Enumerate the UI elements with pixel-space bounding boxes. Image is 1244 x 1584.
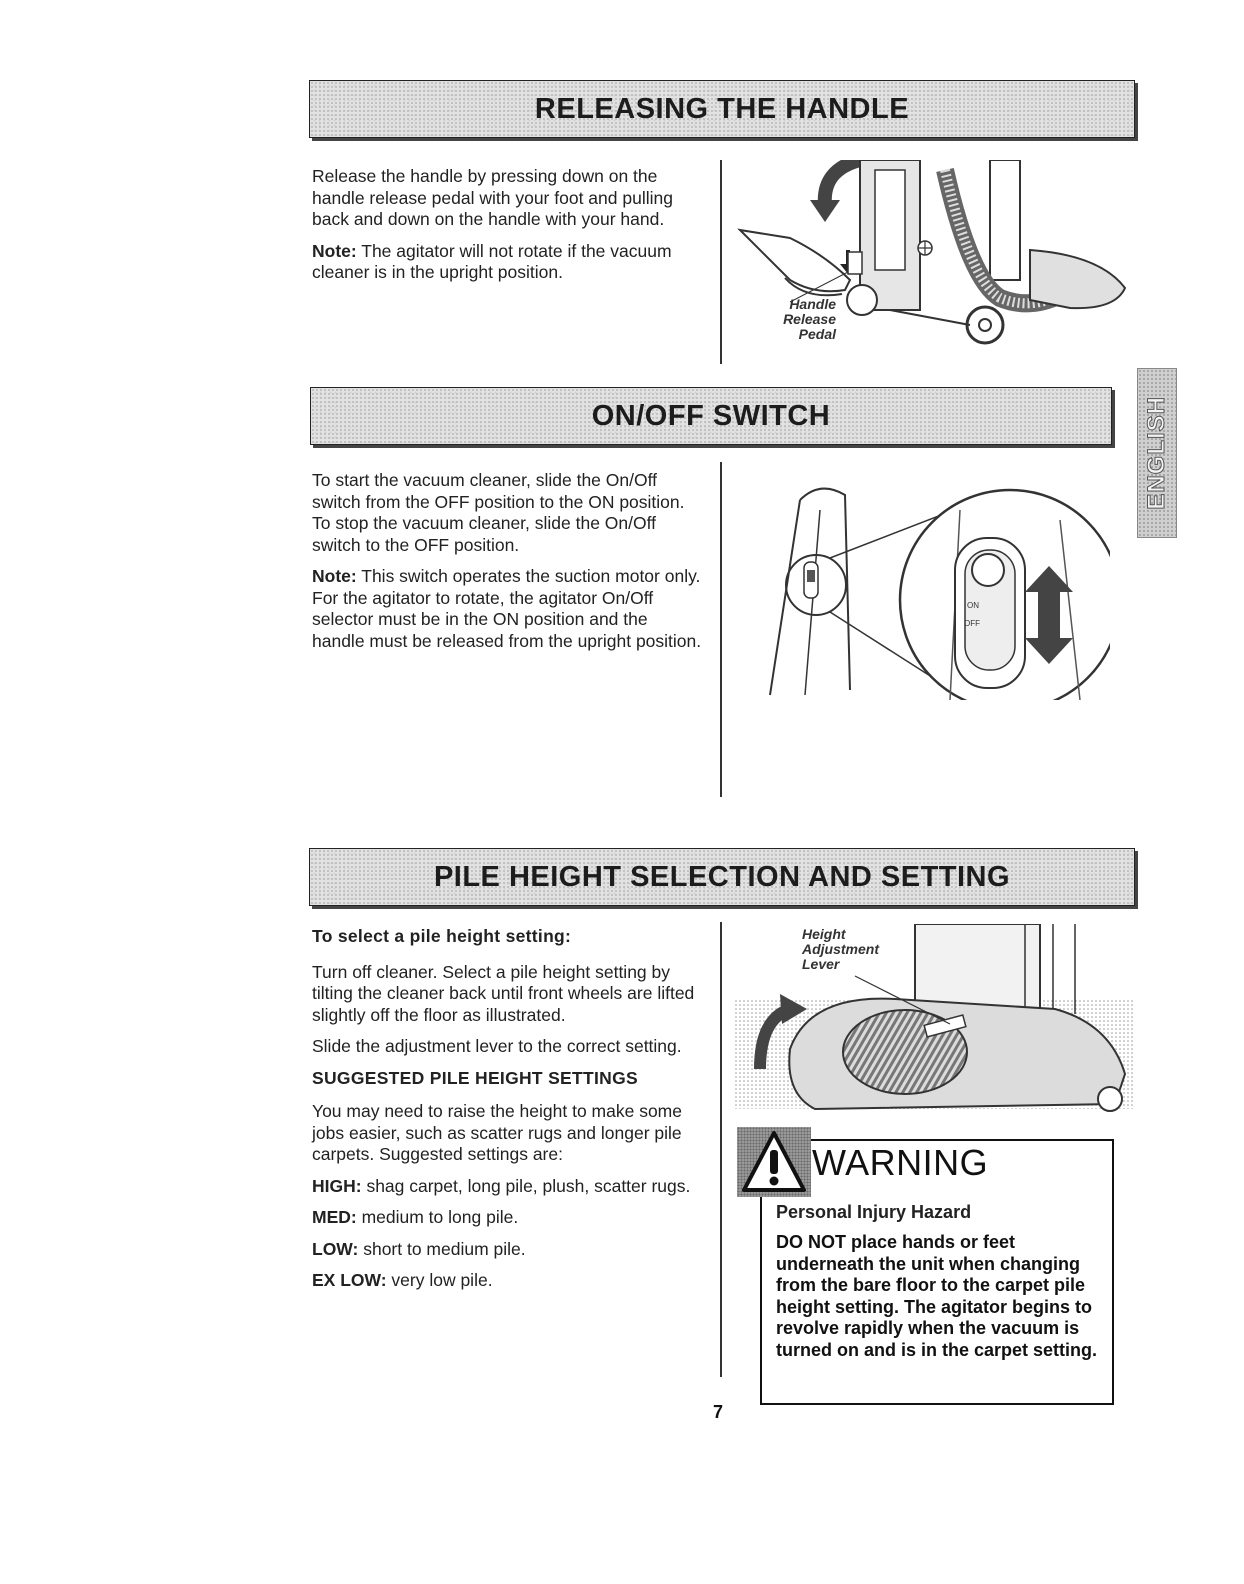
pile-height-subhead: To select a pile height setting: [312, 926, 572, 946]
paragraph: Slide the adjustment lever to the correct setting. [312, 1036, 682, 1056]
height-adjustment-illustration [735, 924, 1135, 1114]
section-title: ON/OFF SWITCH [591, 399, 831, 432]
handle-release-caption [776, 297, 836, 342]
column-divider [720, 922, 722, 1377]
caption-line: Adjustment [802, 941, 879, 957]
setting-item [312, 1176, 702, 1198]
section-banner-releasing-handle [309, 80, 1135, 138]
column-divider [720, 160, 722, 364]
paragraph: You may need to raise the height to make some jobs easier, such as scatter rugs and longer pile carpets. Suggested settings are: [312, 1101, 682, 1164]
setting-label: EX LOW: [312, 1270, 387, 1290]
on-off-switch-text [312, 470, 702, 662]
pile-height-text [312, 926, 702, 1302]
caption-line: Height [802, 926, 846, 942]
note-label: Note: [312, 240, 357, 261]
section-title: RELEASING THE HANDLE [534, 92, 910, 125]
caption-line: Release [783, 311, 836, 327]
page-number: 7 [713, 1402, 724, 1422]
column-divider [720, 462, 722, 797]
warning-body: DO NOT place hands or feet underneath the unit when changing from the bare floor to the carpet pile height setting. The agitator begins to revolve rapidly when the vacuum is turned on and is in the carpet setting. [776, 1232, 1098, 1360]
note-paragraph [312, 566, 702, 652]
warning-title: WARNING [812, 1142, 989, 1183]
language-tab [1137, 368, 1177, 538]
note-text: This switch operates the suction motor only. For the agitator to rotate, the agitator On/Off selector must be in the ON position and the handle must be released from the upright position. [312, 566, 702, 651]
setting-text: very low pile. [386, 1270, 493, 1290]
caption-line: Lever [802, 956, 840, 972]
section-banner-on-off-switch [310, 387, 1112, 445]
note-text: The agitator will not rotate if the vacuum cleaner is in the upright position. [312, 240, 672, 282]
note-label: Note: [312, 566, 357, 586]
setting-text: medium to long pile. [356, 1207, 519, 1227]
svg-text:OFF: OFF [964, 619, 980, 628]
section-banner-pile-height [309, 848, 1135, 906]
language-tab-label: ENGLISH [1143, 396, 1170, 510]
setting-label: HIGH: [312, 1175, 362, 1196]
caption-line: Handle [789, 296, 836, 312]
note-paragraph [312, 241, 702, 284]
setting-text: short to medium pile. [358, 1238, 526, 1259]
setting-item [312, 1207, 702, 1229]
paragraph: Turn off cleaner. Select a pile height setting by tilting the cleaner back until front wheels are lifted slightly off the floor as illustrated. [312, 961, 695, 1025]
warning-subtitle: Personal Injury Hazard [776, 1202, 972, 1222]
setting-label: MED: [312, 1207, 357, 1227]
setting-item [312, 1270, 702, 1292]
paragraph: To start the vacuum cleaner, slide the On/Off switch from the OFF position to the ON position. To stop the vacuum cleaner, slide the On/Off switch to the OFF position. [312, 470, 685, 555]
setting-item [312, 1239, 702, 1261]
settings-heading: SUGGESTED PILE HEIGHT SETTINGS [312, 1067, 638, 1088]
setting-label: LOW: [312, 1238, 359, 1259]
caption-line: Pedal [798, 326, 836, 342]
on-off-switch-illustration [760, 480, 1110, 700]
section-title: PILE HEIGHT SELECTION AND SETTING [433, 860, 1011, 893]
releasing-handle-text [312, 166, 702, 294]
paragraph: Release the handle by pressing down on the handle release pedal with your foot and pulling back and down on the handle with your hand. [312, 166, 673, 229]
height-adjustment-caption [802, 927, 879, 972]
setting-text: shag carpet, long pile, plush, scatter rugs. [361, 1175, 691, 1196]
svg-text:ON: ON [967, 601, 979, 610]
warning-triangle-icon [741, 1130, 807, 1194]
